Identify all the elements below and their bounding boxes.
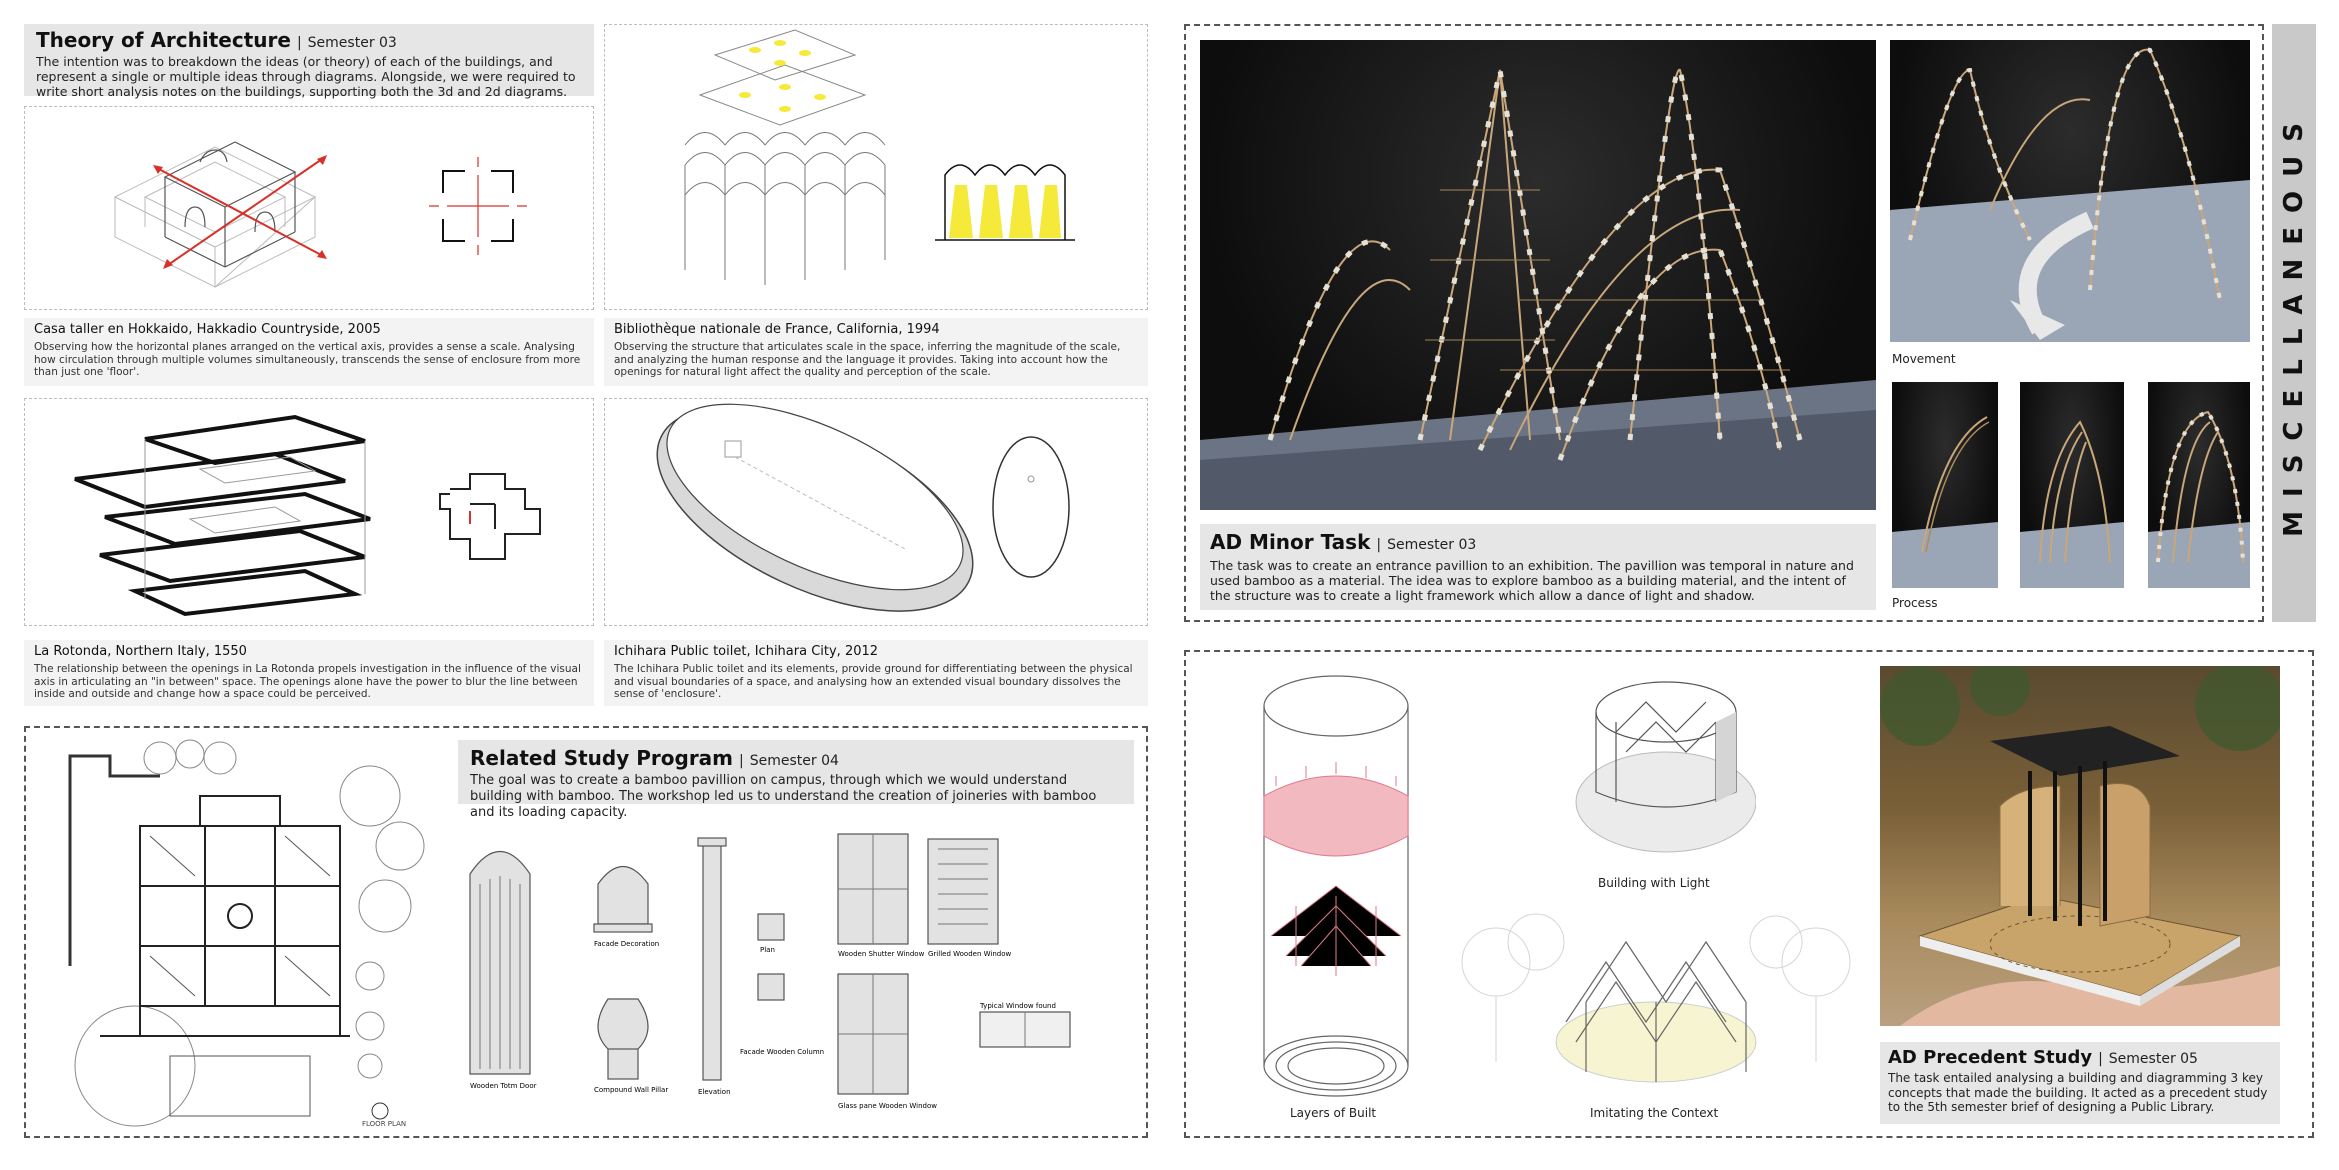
process-photo-3 xyxy=(2148,382,2250,588)
sketch-label-wooden-column: Facade Wooden Column xyxy=(740,1048,825,1056)
card-hokkaido-text: Observing how the horizontal planes arranged on the vertical axis, provides a sense a scale. Analysing how circulation through multiple volumes simultaneously, transcends the sense of enclosure from more than just one 'floor'. xyxy=(34,341,581,378)
card-rotonda-text: The relationship between the openings in La Rotonda propels investigation in the influence of the visual axis in articulating an "in between" space. The openings alone have the power to blur the line between inside and outside and change how a space could be perceived. xyxy=(34,663,581,700)
card-ichihara-text: The Ichihara Public toilet and its elements, provide ground for differentiating between the physical and visual boundaries of a space, and analysing how an extended visual boundary dissolves the sense of 'enclosure'. xyxy=(614,663,1133,700)
related-study-panel xyxy=(24,726,1148,1138)
floor-plan-label: FLOOR PLAN xyxy=(362,1120,407,1128)
miscellaneous-strip xyxy=(2272,24,2316,622)
ichihara-ellipse-wall xyxy=(605,399,1145,623)
ad-minor-title: AD Minor Task xyxy=(1210,530,1371,554)
related-semester-sep: | xyxy=(739,753,744,769)
sketch-label-plan: Plan xyxy=(760,946,775,954)
card-rotonda-caption xyxy=(24,640,594,706)
card-rotonda-drawing xyxy=(24,398,594,626)
sketch-label-wall-pillar: Compound Wall Pillar xyxy=(594,1086,669,1094)
building-with-light-drawing xyxy=(1556,662,1756,862)
layers-of-built-label: Layers of Built xyxy=(1290,1106,1377,1120)
movement-label: Movement xyxy=(1892,352,1956,366)
card-bnf-drawing xyxy=(604,24,1148,310)
sketch-label-facade-decoration: Facade Decoration xyxy=(594,940,660,948)
process-photo-2 xyxy=(2020,382,2124,588)
process-photo-1 xyxy=(1892,382,1998,588)
theory-semester: Semester 03 xyxy=(307,35,397,51)
theory-semester-sep: | xyxy=(296,35,302,51)
layers-of-built-drawing xyxy=(1246,666,1426,1102)
rotonda-exploded-planes xyxy=(25,399,591,623)
hokkaido-axonometric xyxy=(25,107,591,307)
ad-minor-semester: Semester 03 xyxy=(1387,537,1477,553)
ad-precedent-description: The task entailed analysing a building and diagramming 3 key concepts that made the building. It acted as a precedent study to the 5th semester brief of designing a Public Library. xyxy=(1888,1071,2268,1114)
card-ichihara-caption xyxy=(604,640,1148,706)
sketch-label-grilled-window: Grilled Wooden Window xyxy=(928,950,1012,958)
movement-photo xyxy=(1890,40,2250,342)
imitating-context-drawing xyxy=(1456,902,1856,1102)
ad-precedent-title: AD Precedent Study xyxy=(1888,1047,2093,1068)
card-bnf-text: Observing the structure that articulates scale in the space, inferring the magnitude of the scale, and analyzing the human response and the language it provides. Taking into account how the openings for natural light affect the quality and perception of the scale. xyxy=(614,341,1121,378)
sketch-label-typical-window: Typical Window found xyxy=(980,1002,1056,1010)
floor-plan-drawing xyxy=(40,736,440,1132)
related-semester: Semester 04 xyxy=(749,753,839,769)
card-hokkaido-drawing xyxy=(24,106,594,310)
theory-title: Theory of Architecture xyxy=(36,28,291,52)
card-ichihara-title: Ichihara Public toilet, Ichihara City, 2012 xyxy=(614,644,879,659)
process-label: Process xyxy=(1892,596,1938,610)
card-rotonda-title: La Rotonda, Northern Italy, 1550 xyxy=(34,644,247,659)
pavilion-main-photo xyxy=(1200,40,1876,510)
ad-minor-semester-sep: | xyxy=(1376,537,1382,553)
ad-minor-panel xyxy=(1184,24,2264,622)
detail-sketches xyxy=(458,824,1138,1124)
sketch-label-door: Wooden Totm Door xyxy=(470,1082,537,1090)
related-description: The goal was to create a bamboo pavillion on campus, through which we would understand building with bamboo. The workshop led us to understand the creation of joineries with bamboo and its loading capacity. xyxy=(470,773,1097,820)
card-hokkaido-caption xyxy=(24,318,594,386)
ad-precedent-semester: Semester 05 xyxy=(2108,1051,2198,1067)
miscellaneous-label: MISCELLANEOUS xyxy=(2279,109,2309,537)
card-ichihara-drawing xyxy=(604,398,1148,626)
related-header xyxy=(458,740,1134,820)
building-with-light-label: Building with Light xyxy=(1598,876,1710,890)
precedent-model-photo xyxy=(1880,666,2280,1026)
theory-description: The intention was to breakdown the ideas (or theory) of each of the buildings, and represent a single or multiple ideas through diagrams. Alongside, we were required to write short analysis notes on the buildings, supporting both the 3d and 2d diagrams. xyxy=(36,54,576,99)
bnf-vault-axonometric xyxy=(605,25,1145,307)
sketch-label-elevation: Elevation xyxy=(698,1088,731,1096)
sketch-label-shutter-window: Wooden Shutter Window xyxy=(838,950,925,958)
ad-precedent-semester-sep: | xyxy=(2098,1051,2103,1067)
ad-precedent-panel xyxy=(1184,650,2314,1138)
card-hokkaido-title: Casa taller en Hokkaido, Hakkadio Countryside, 2005 xyxy=(34,322,381,337)
theory-header xyxy=(24,24,594,99)
ad-precedent-header xyxy=(1880,1042,2280,1124)
ad-minor-description: The task was to create an entrance pavillion to an exhibition. The pavillion was temporal in nature and used bamboo as a material. The idea was to explore bamboo as a building material, and the intent of the structure was to create a light framework which allow a dance of light and shadow. xyxy=(1210,558,1854,603)
imitating-context-label: Imitating the Context xyxy=(1590,1106,1719,1120)
card-bnf-caption xyxy=(604,318,1148,386)
card-bnf-title: Bibliothèque nationale de France, California, 1994 xyxy=(614,322,940,337)
related-title: Related Study Program xyxy=(470,746,734,770)
sketch-label-glass-window: Glass pane Wooden Window xyxy=(838,1102,937,1110)
ad-minor-header xyxy=(1200,524,1876,610)
